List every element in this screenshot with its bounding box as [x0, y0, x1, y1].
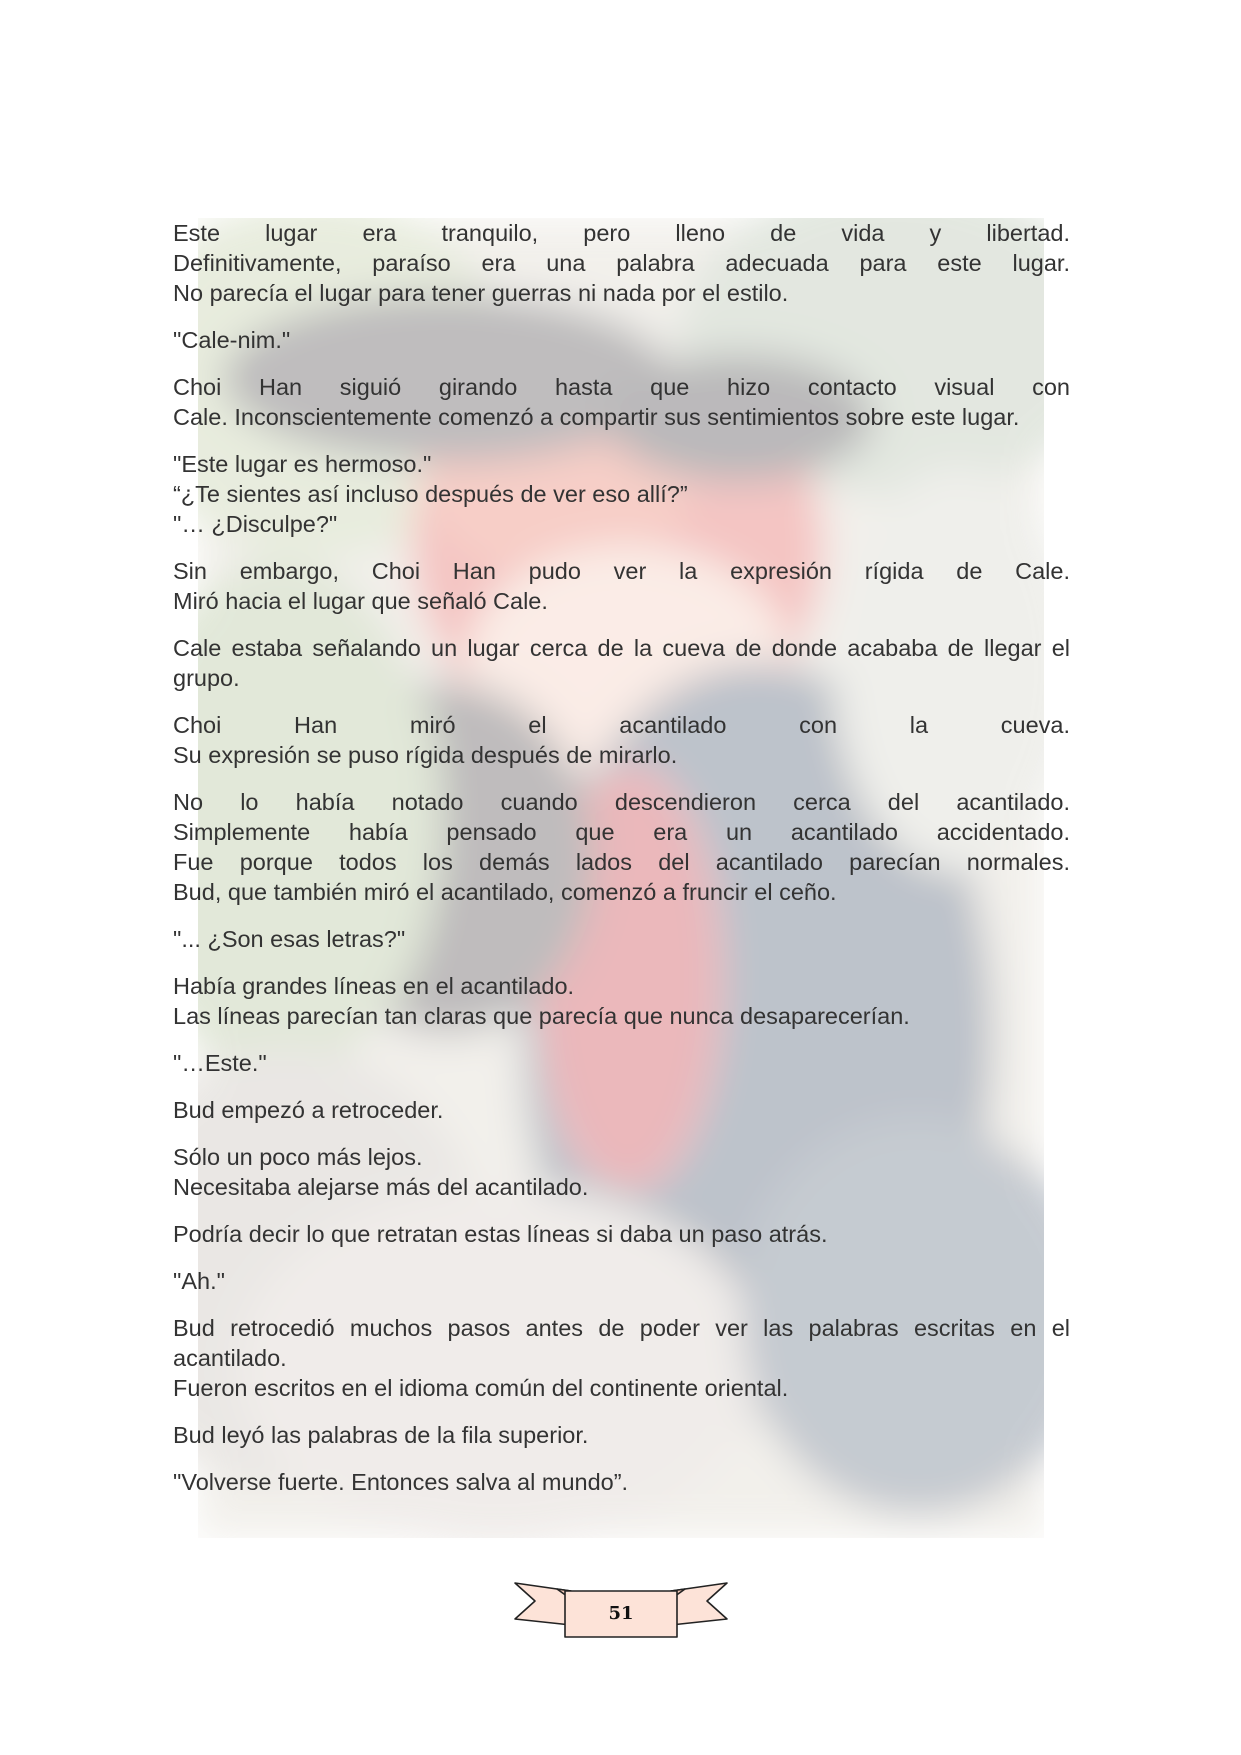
text-line: Fue porque todos los demás lados del acantilado parecían normales.: [173, 849, 1070, 875]
text-line: "Este lugar es hermoso.": [173, 451, 432, 477]
paragraph: [173, 1219, 1070, 1249]
text-line: grupo.: [173, 665, 240, 691]
text-line: No lo había notado cuando descendieron cerca del acantilado.: [173, 789, 1070, 815]
paragraph: [173, 1313, 1070, 1403]
text-line: Bud leyó las palabras de la fila superior.: [173, 1422, 589, 1448]
paragraph: [173, 787, 1070, 907]
paragraph: [173, 924, 1070, 954]
text-line: Choi Han miró el acantilado con la cueva.: [173, 712, 1070, 738]
paragraph: [173, 449, 1070, 539]
text-line: Podría decir lo que retratan estas líneas si daba un paso atrás.: [173, 1221, 828, 1247]
text-line: Cale. Inconscientemente comenzó a compartir sus sentimientos sobre este lugar.: [173, 404, 1020, 430]
page-number: 51: [608, 1603, 634, 1624]
paragraph: [173, 1467, 1070, 1497]
paragraph: [173, 1420, 1070, 1450]
paragraph: [173, 1048, 1070, 1078]
paragraph: [173, 325, 1070, 355]
text-line: "Cale-nim.": [173, 327, 291, 353]
paragraph: [173, 1266, 1070, 1296]
paragraph: [173, 1142, 1070, 1202]
page-body-text: [173, 218, 1070, 1514]
paragraph: [173, 971, 1070, 1031]
text-line: "... ¿Son esas letras?": [173, 926, 406, 952]
text-line: "…Este.": [173, 1050, 267, 1076]
text-line: Había grandes líneas en el acantilado.: [173, 973, 575, 999]
text-line: Cale estaba señalando un lugar cerca de la cueva de donde acababa de llegar el: [173, 635, 1070, 661]
text-line: Choi Han siguió girando hasta que hizo contacto visual con: [173, 374, 1070, 400]
paragraph: [173, 556, 1070, 616]
text-line: Miró hacia el lugar que señaló Cale.: [173, 588, 548, 614]
text-line: Bud empezó a retroceder.: [173, 1097, 444, 1123]
text-line: "Ah.": [173, 1268, 225, 1294]
text-line: "… ¿Disculpe?": [173, 511, 338, 537]
paragraph: [173, 633, 1070, 693]
text-line: Sólo un poco más lejos.: [173, 1144, 423, 1170]
text-line: Este lugar era tranquilo, pero lleno de vida y libertad.: [173, 220, 1070, 246]
paragraph: [173, 1095, 1070, 1125]
text-line: Su expresión se puso rígida después de mirarlo.: [173, 742, 678, 768]
text-line: Necesitaba alejarse más del acantilado.: [173, 1174, 589, 1200]
paragraph: [173, 372, 1070, 432]
paragraph: [173, 218, 1070, 308]
text-line: No parecía el lugar para tener guerras ni nada por el estilo.: [173, 280, 789, 306]
text-line: Fueron escritos en el idioma común del continente oriental.: [173, 1375, 789, 1401]
text-line: Sin embargo, Choi Han pudo ver la expresión rígida de Cale.: [173, 558, 1070, 584]
text-line: Bud retrocedió muchos pasos antes de poder ver las palabras escritas en el: [173, 1315, 1070, 1341]
text-line: Definitivamente, paraíso era una palabra adecuada para este lugar.: [173, 250, 1070, 276]
text-line: Simplemente había pensado que era un acantilado accidentado.: [173, 819, 1070, 845]
page-number-banner: [513, 1575, 729, 1641]
text-line: Bud, que también miró el acantilado, comenzó a fruncir el ceño.: [173, 879, 837, 905]
text-line: acantilado.: [173, 1345, 287, 1371]
text-line: "Volverse fuerte. Entonces salva al mundo”.: [173, 1469, 629, 1495]
text-line: Las líneas parecían tan claras que parecía que nunca desaparecerían.: [173, 1003, 910, 1029]
text-line: “¿Te sientes así incluso después de ver eso allí?”: [173, 481, 688, 507]
paragraph: [173, 710, 1070, 770]
